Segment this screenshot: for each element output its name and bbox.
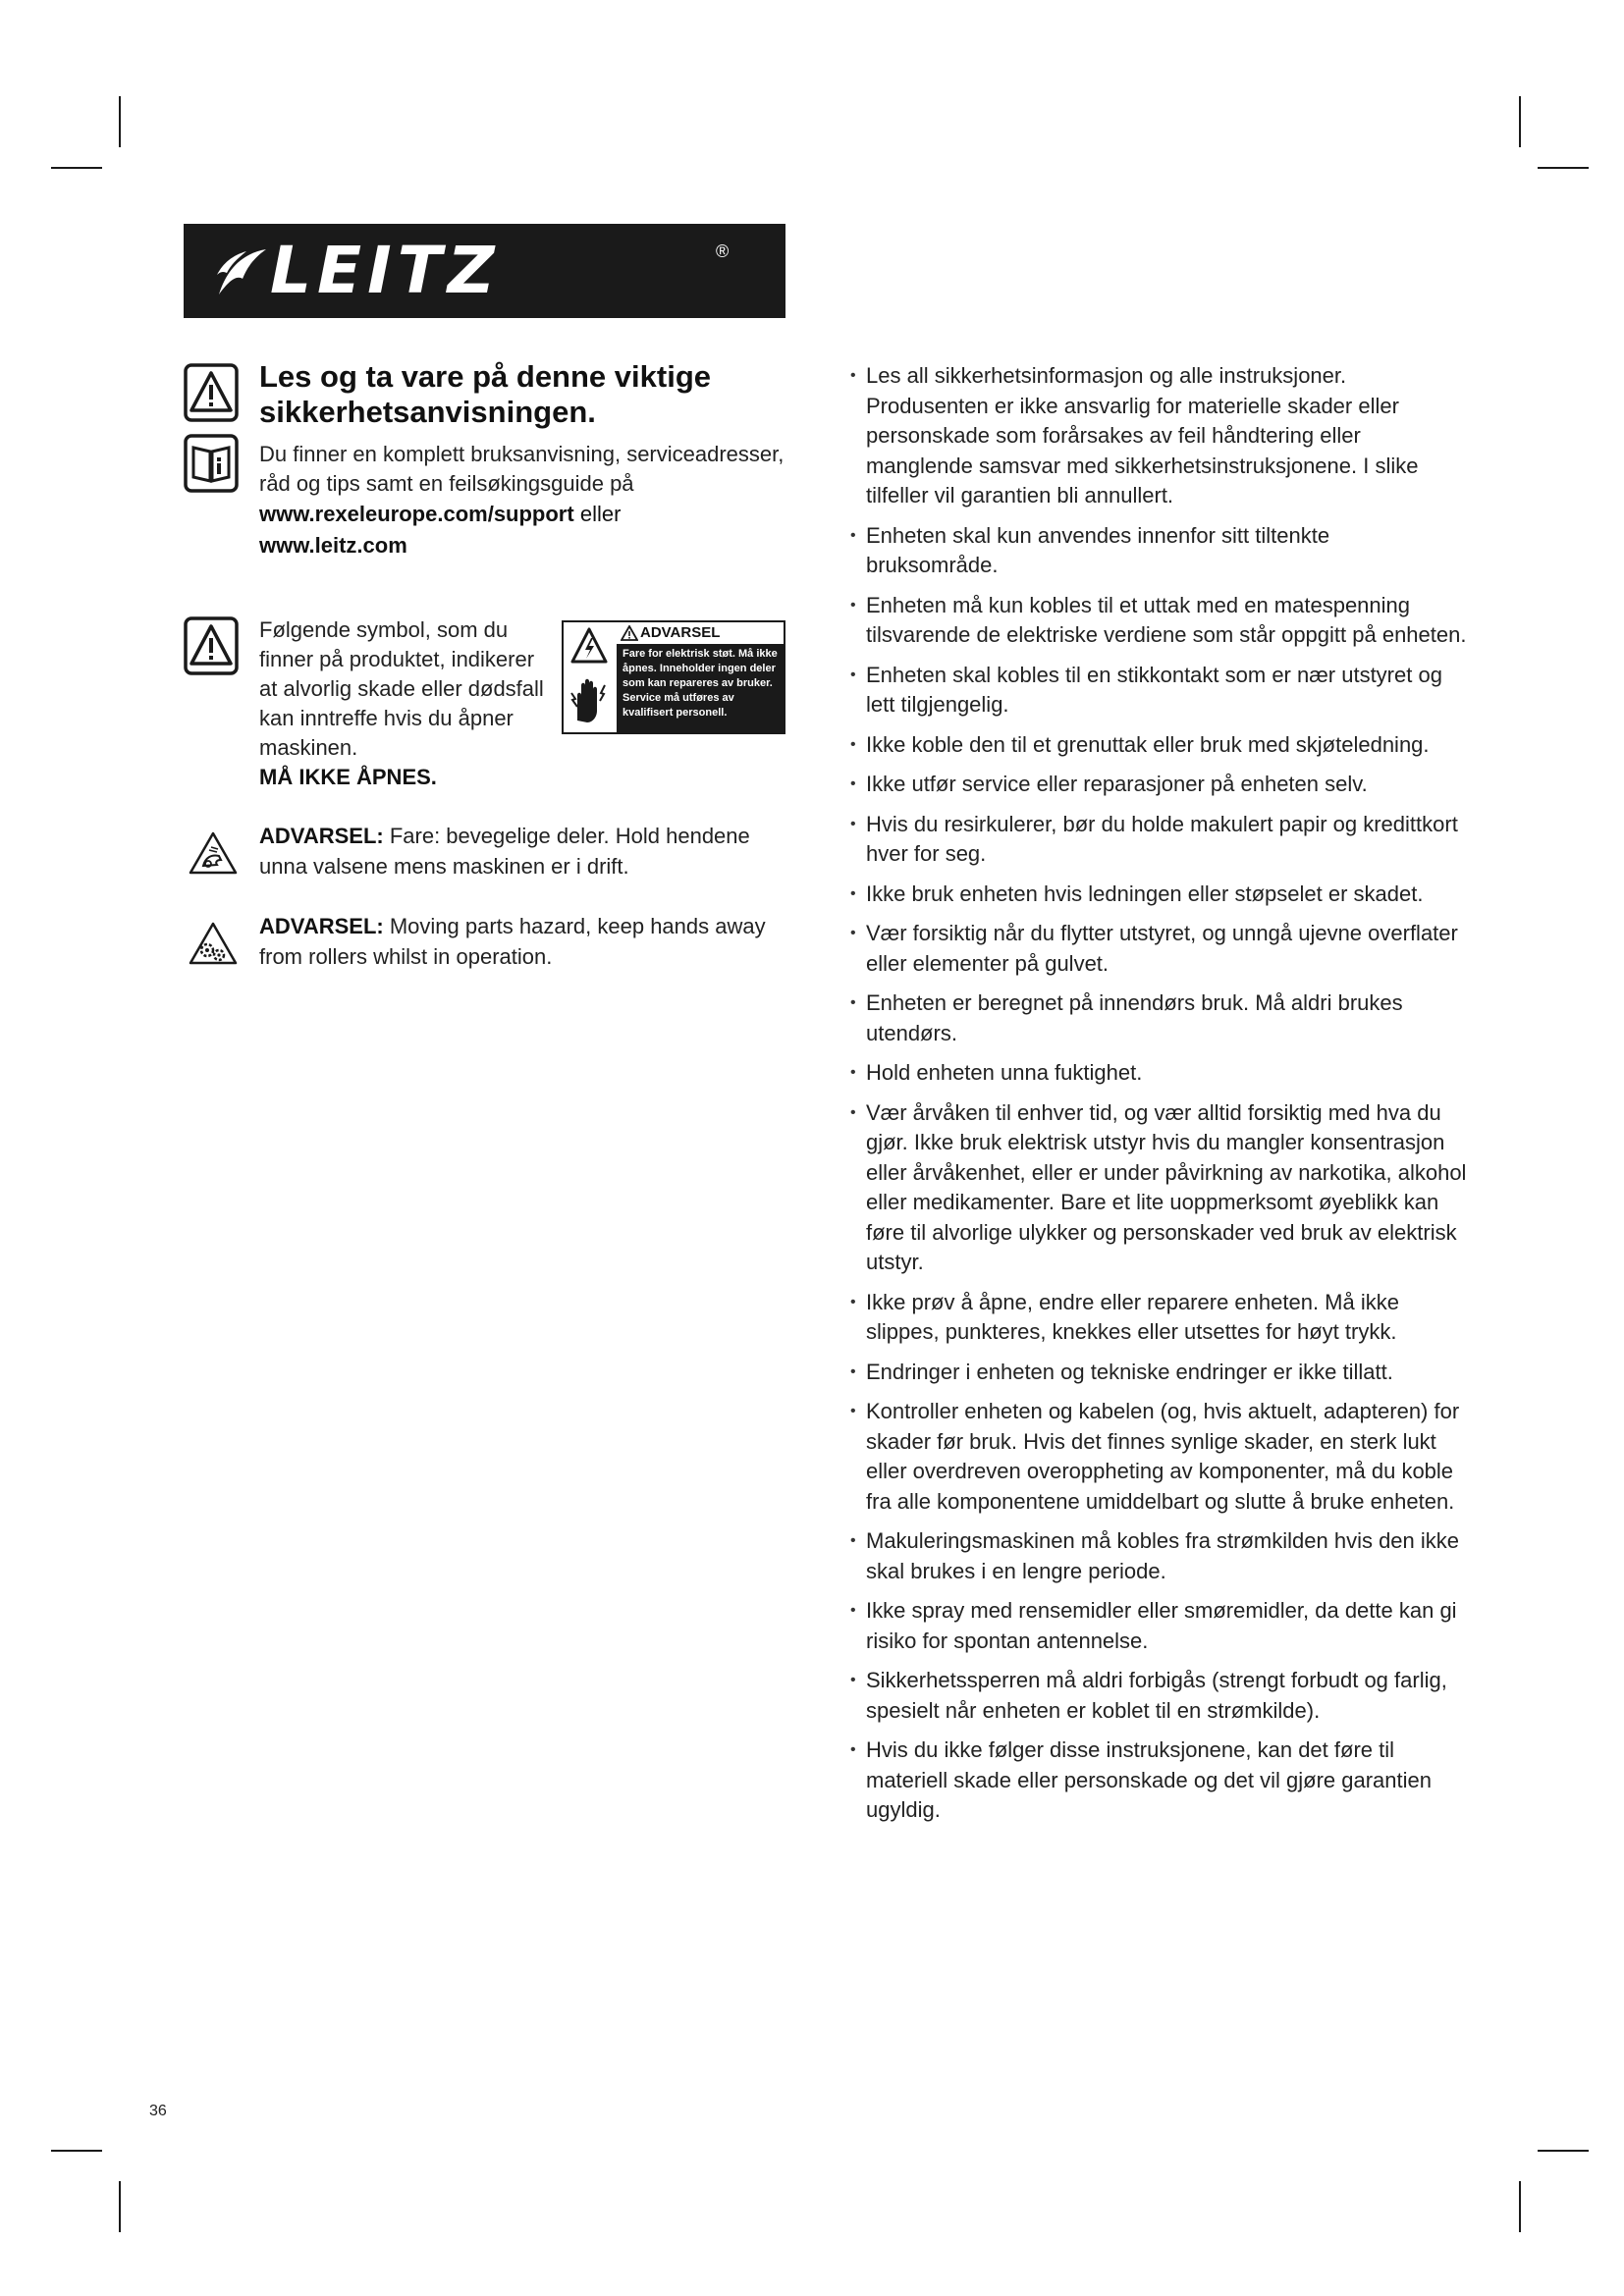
registered-mark: ®: [716, 241, 730, 261]
symbol-notice: [259, 615, 544, 792]
manual-book-icon: [184, 434, 239, 498]
safety-bullet: • Les all sikkerhetsinformasjon og alle instruksjoner. Produsenten er ikke ansvarlig for materielle skader eller personskade som forårsakes av feil håndtering eller manglende samsvar med sikkerhetsinstruksjonene. I slike tilfeller vil garantien bli annullert.: [850, 361, 1467, 511]
page-number: 36: [149, 2103, 167, 2119]
gears-warning-icon: [188, 921, 239, 966]
intro-text: Du finner en komplett bruksanvisning, serviceadresser, råd og tips samt en feilsøkingsguide på: [259, 442, 785, 496]
brand-name: LEITZ: [270, 233, 501, 308]
safety-bullet: • Sikkerhetssperren må aldri forbigås (strengt forbudt og farlig, spesielt når enheten er koblet til en strømkilde).: [850, 1666, 1467, 1726]
warning-body: Moving parts hazard, keep hands away from rollers whilst in operation.: [259, 914, 766, 969]
safety-bullet: • Enheten er beregnet på innendørs bruk. Må aldri brukes utendørs.: [850, 988, 1467, 1048]
warning-keyword: ADVARSEL:: [259, 914, 384, 938]
hand-roller-warning-icon: [188, 830, 239, 876]
safety-bullet: • Enheten må kun kobles til et uttak med en matespenning tilsvarende de elektriske verdiene som står oppgitt på enheten.: [850, 591, 1467, 651]
crop-mark: [1519, 2181, 1521, 2232]
crop-mark: [119, 96, 121, 147]
crop-mark: [1538, 167, 1589, 169]
safety-bullet: • Enheten skal kobles til en stikkontakt som er nær utstyret og lett tilgjengelig.: [850, 661, 1467, 721]
leitz-mark-icon: [213, 245, 270, 298]
crop-mark: [1519, 96, 1521, 147]
warning-triangle-icon: [184, 363, 239, 427]
safety-bullet: • Vær forsiktig når du flytter utstyret, og unngå ujevne overflater eller elementer på gulvet.: [850, 919, 1467, 979]
safety-bullet: • Vær årvåken til enhver tid, og vær alltid forsiktig med hva du gjør. Ikke bruk elektrisk utstyr hvis du mangler konsentrasjon eller årvåkenhet, eller er under påvirkning av narkotika, alkohol eller medikamenter. Bare et lite uoppmerksomt øyeblikk kan føre til alvorlige ulykker og personskader ved bruk av elektrisk utstyr.: [850, 1098, 1467, 1278]
hand-shock-icon: [569, 673, 611, 726]
safety-bullet: • Ikke prøv å åpne, endre eller reparere enheten. Må ikke slippes, punkteres, knekkes eller utsettes for høyt trykk.: [850, 1288, 1467, 1348]
safety-bullet: • Hold enheten unna fuktighet.: [850, 1058, 1467, 1089]
url-joiner: eller: [579, 502, 622, 526]
safety-bullet: • Endringer i enheten og tekniske endringer er ikke tillatt.: [850, 1358, 1467, 1388]
warning-text: [259, 821, 789, 881]
crop-mark: [119, 2181, 121, 2232]
warning-body: Fare: bevegelige deler. Hold hendene unna valsene mens maskinen er i drift.: [259, 824, 750, 879]
safety-bullet-list: [850, 361, 1467, 1826]
leitz-link[interactable]: www.leitz.com: [259, 533, 407, 558]
support-link[interactable]: www.rexeleurope.com/support: [259, 502, 574, 526]
intro-block: [259, 359, 789, 561]
symbol-notice-text: Følgende symbol, som du finner på produktet, indikerer at alvorlig skade eller dødsfall kan inntreffe hvis du åpner maskinen.: [259, 617, 544, 760]
safety-bullet: • Kontroller enheten og kabelen (og, hvis aktuelt, adapteren) for skader før bruk. Hvis det finnes synlige skader, en sterk lukt eller overdreven overoppheting av komponenter, må du koble fra alle komponentene umiddelbart og slutte å bruke enheten.: [850, 1397, 1467, 1517]
small-warning-icon: [621, 625, 638, 641]
safety-bullet: • Makuleringsmaskinen må kobles fra strømkilden hvis den ikke skal brukes i en lengre periode.: [850, 1526, 1467, 1586]
crop-mark: [51, 167, 102, 169]
crop-mark: [51, 2150, 102, 2152]
electric-shock-icon: [569, 626, 609, 666]
warning-triangle-icon: [184, 616, 239, 680]
safety-bullet: • Ikke spray med rensemidler eller smøremidler, da dette kan gi risiko for spontan antennelse.: [850, 1596, 1467, 1656]
brand-logo: [184, 224, 785, 318]
safety-bullet: • Hvis du ikke følger disse instruksjonene, kan det føre til materiell skade eller personskade og det vil gjøre garantien ugyldig.: [850, 1735, 1467, 1826]
intro-heading: Les og ta vare på denne viktige sikkerhetsanvisningen.: [259, 359, 711, 429]
product-warning-label: [562, 620, 785, 734]
label-body: Fare for elektrisk støt. Må ikke åpnes. Inneholder ingen deler som kan repareres av bruker. Service må utføres av kvalifisert personell.: [623, 648, 778, 719]
label-title: ADVARSEL: [640, 624, 721, 641]
safety-bullet: • Ikke utfør service eller reparasjoner på enheten selv.: [850, 770, 1467, 800]
safety-instructions: [850, 361, 1467, 1836]
safety-bullet: • Enheten skal kun anvendes innenfor sitt tiltenkte bruksområde.: [850, 521, 1467, 581]
safety-bullet: • Ikke koble den til et grenuttak eller bruk med skjøteledning.: [850, 730, 1467, 761]
support-url-line: [259, 499, 789, 530]
warning-text: [259, 911, 789, 972]
warning-keyword: ADVARSEL:: [259, 824, 384, 848]
do-not-open-text: MÅ IKKE ÅPNES.: [259, 765, 437, 789]
crop-mark: [1538, 2150, 1589, 2152]
safety-bullet: • Hvis du resirkulerer, bør du holde makulert papir og kredittkort hver for seg.: [850, 810, 1467, 870]
safety-bullet: • Ikke bruk enheten hvis ledningen eller støpselet er skadet.: [850, 880, 1467, 910]
